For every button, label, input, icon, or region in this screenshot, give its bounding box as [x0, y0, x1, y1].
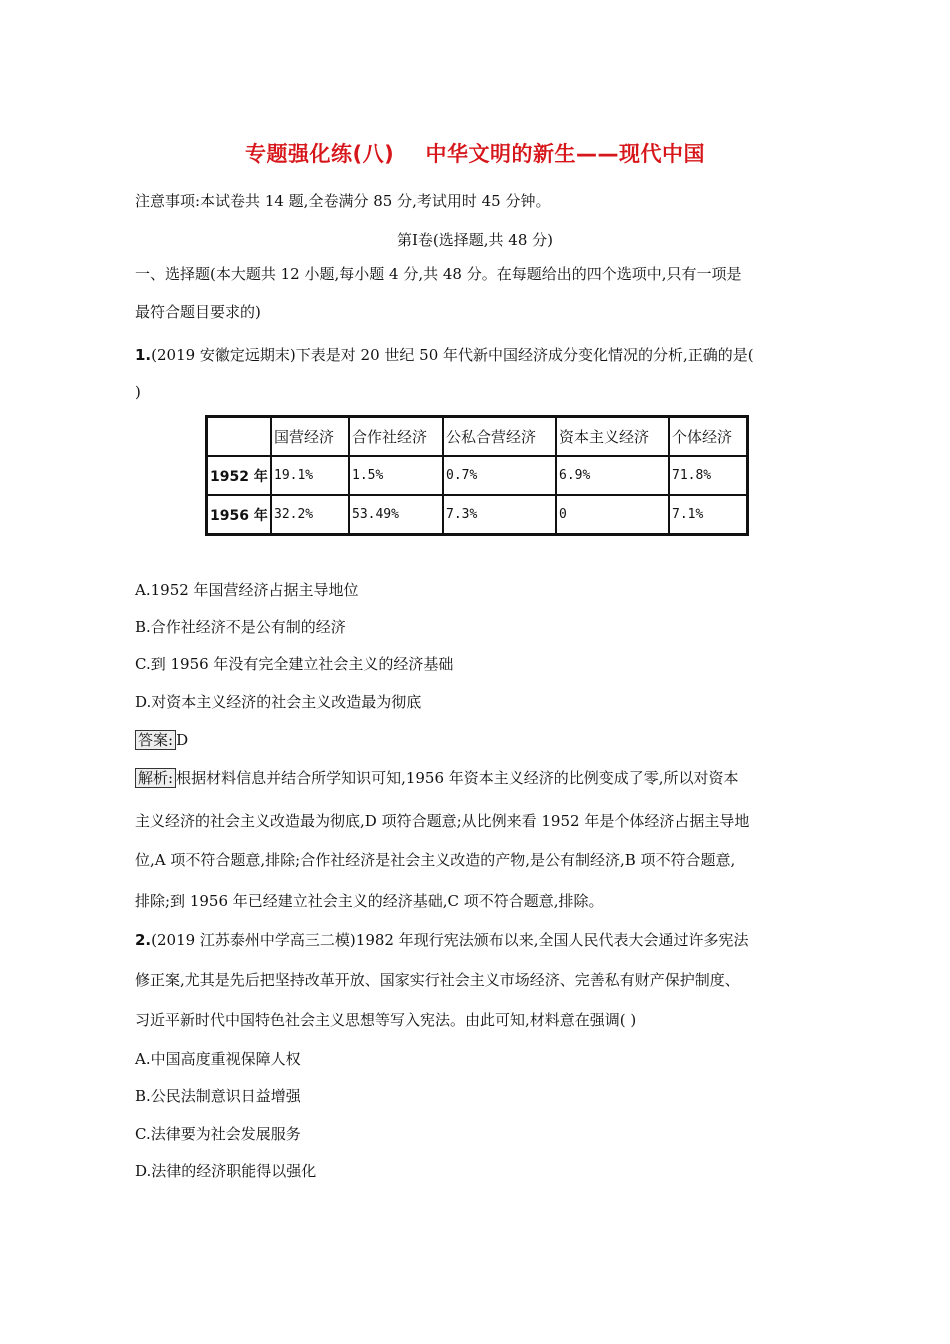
q1-stem-line-2: ) [135, 383, 141, 401]
table-cell: 19.1% [271, 456, 349, 495]
q1-number: 1. [135, 346, 152, 364]
q2-option-a: A.中国高度重视保障人权 [135, 1050, 301, 1068]
answer-value: D [176, 731, 189, 749]
q1-analysis-line-3: 位,A 项不符合题意,排除;合作社经济是社会主义改造的产物,是公有制经济,B 项不符合题意, [135, 851, 736, 869]
q1-analysis-line-1 [135, 768, 815, 788]
q2-number: 2. [135, 931, 152, 949]
table-cell: 7.3% [443, 495, 556, 535]
instructions-line-1: 一、选择题(本大题共 12 小题,每小题 4 分,共 48 分。在每题给出的四个选项中,只有一项是 [135, 265, 742, 283]
table-header-cell: 合作社经济 [349, 417, 443, 457]
analysis-label: 解析: [135, 768, 176, 788]
q1-analysis-line-2: 主义经济的社会主义改造最为彻底,D 项符合题意;从比例来看 1952 年是个体经济占据主导地 [135, 812, 750, 830]
table-cell: 0.7% [443, 456, 556, 495]
table-header-cell: 公私合营经济 [443, 417, 556, 457]
q2-option-c: C.法律要为社会发展服务 [135, 1125, 301, 1143]
table-row-label: 1952 年 [207, 456, 272, 495]
table-header-cell: 个体经济 [669, 417, 748, 457]
analysis-text: 根据材料信息并结合所学知识可知,1956 年资本主义经济的比例变成了零,所以对资本 [176, 769, 739, 787]
table-header-cell: 国营经济 [271, 417, 349, 457]
q1-analysis-line-4: 排除;到 1956 年已经建立社会主义的经济基础,C 项不符合题意,排除。 [135, 892, 604, 910]
table-header-cell: 资本主义经济 [556, 417, 669, 457]
q1-answer [135, 730, 815, 750]
table-cell: 71.8% [669, 456, 748, 495]
q1-stem-text: (2019 安徽定远期末)下表是对 20 世纪 50 年代新中国经济成分变化情况的分析,正确的是( [151, 346, 754, 364]
q2-stem-line-1 [135, 930, 815, 950]
q1-option-a: A.1952 年国营经济占据主导地位 [135, 581, 359, 599]
q2-stem-line-2: 修正案,尤其是先后把坚持改革开放、国家实行社会主义市场经济、完善私有财产保护制度、 [135, 971, 740, 989]
instructions-line-2: 最符合题目要求的) [135, 303, 261, 321]
q2-option-b: B.公民法制意识日益增强 [135, 1087, 301, 1105]
table-cell: 1.5% [349, 456, 443, 495]
q1-option-c: C.到 1956 年没有完全建立社会主义的经济基础 [135, 655, 454, 673]
page-title: 专题强化练(八) 中华文明的新生——现代中国 [245, 142, 705, 166]
table-header-row [207, 417, 748, 457]
q2-option-d: D.法律的经济职能得以强化 [135, 1162, 317, 1180]
q1-option-b: B.合作社经济不是公有制的经济 [135, 618, 346, 636]
q2-stem-line-3: 习近平新时代中国特色社会主义思想等写入宪法。由此可知,材料意在强调( ) [135, 1011, 637, 1029]
table-cell: 32.2% [271, 495, 349, 535]
economy-table [205, 415, 749, 536]
q1-stem-line-1 [135, 345, 815, 365]
table-cell: 0 [556, 495, 669, 535]
table-header-cell [207, 417, 272, 457]
notice-text: 注意事项:本试卷共 14 题,全卷满分 85 分,考试用时 45 分钟。 [135, 192, 551, 210]
q2-stem-text: (2019 江苏泰州中学高三二模)1982 年现行宪法颁布以来,全国人民代表大会通过许多宪法 [151, 931, 749, 949]
answer-label: 答案: [135, 730, 176, 750]
table-row-label: 1956 年 [207, 495, 272, 535]
table-row [207, 495, 748, 535]
section-title: 第Ⅰ卷(选择题,共 48 分) [396, 231, 554, 249]
table-cell: 6.9% [556, 456, 669, 495]
table-row [207, 456, 748, 495]
table-cell: 53.49% [349, 495, 443, 535]
q1-option-d: D.对资本主义经济的社会主义改造最为彻底 [135, 693, 422, 711]
table-cell: 7.1% [669, 495, 748, 535]
